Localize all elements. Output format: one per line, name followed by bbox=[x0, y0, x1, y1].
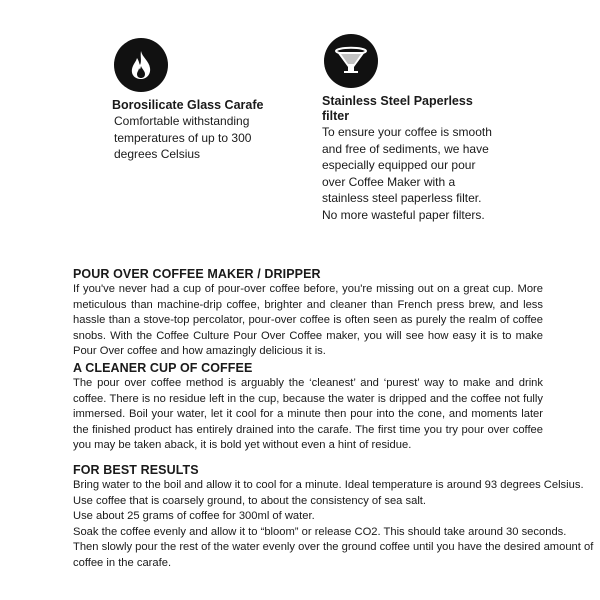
instruction-line: Then slowly pour the rest of the water evenly over the ground coffee until you have the desired amount of bbox=[73, 541, 594, 554]
feature-title: Borosilicate Glass Carafe bbox=[112, 98, 264, 112]
feature-glass-carafe bbox=[112, 38, 272, 163]
feature-steel-filter bbox=[322, 34, 492, 223]
instruction-line: Use about 25 grams of coffee for 300ml of water. bbox=[73, 510, 315, 523]
flame-icon bbox=[114, 38, 168, 92]
filter-cone-icon bbox=[324, 34, 378, 88]
feature-description: Comfortable withstanding temperatures of up to 300 degrees Celsius bbox=[114, 114, 252, 161]
section-best-results bbox=[73, 463, 594, 572]
section-heading: A CLEANER CUP OF COFFEE bbox=[73, 361, 253, 375]
instruction-line: Soak the coffee evenly and allow it to “bloom” or release CO2. This should take around 30 seconds. bbox=[73, 525, 567, 538]
section-body: If you've never had a cup of pour-over coffee before, you're missing out on a great cup. More meticulous than machine-drip coffee, brighter and cleaner than French press brew, and less hassle than a stove-top percolator, pour-over coffee is often seen as purely the realm of coffee snobs. With the Coffee Culture Pour Over Coffee maker, you will see how easy it is to make Pour Over coffee and how amazingly delicious it is. bbox=[73, 283, 543, 358]
section-pour-over bbox=[73, 267, 543, 360]
section-cleaner-cup bbox=[73, 361, 543, 454]
feature-title: Stainless Steel Paperless filter bbox=[322, 94, 473, 123]
instruction-line: coffee in the carafe. bbox=[73, 556, 172, 569]
section-heading: FOR BEST RESULTS bbox=[73, 463, 199, 477]
section-heading: POUR OVER COFFEE MAKER / DRIPPER bbox=[73, 267, 321, 281]
instruction-line: Bring water to the boil and allow it to cool for a minute. Ideal temperature is around 93 degrees Celsius. bbox=[73, 479, 584, 491]
section-body: The pour over coffee method is arguably the ‘cleanest’ and ‘purest’ way to make and drink coffee. There is no residue left in the cup, because the water is dripped and the coffee not fully immersed. Boil your water, let it cool for a minute then pour into the cone, and moments later the finished product has entirely drained into the carafe. The first time you try pour over coffee you may be taken aback, it is bold yet without even a hint of residue. bbox=[73, 377, 543, 452]
feature-description: To ensure your coffee is smooth and free of sediments, we have especially equipped our pour over Coffee Maker with a stainless steel paperless filter. No more wasteful paper filters. bbox=[322, 125, 492, 222]
instruction-line: Use coffee that is coarsely ground, to about the consistency of sea salt. bbox=[73, 494, 427, 507]
